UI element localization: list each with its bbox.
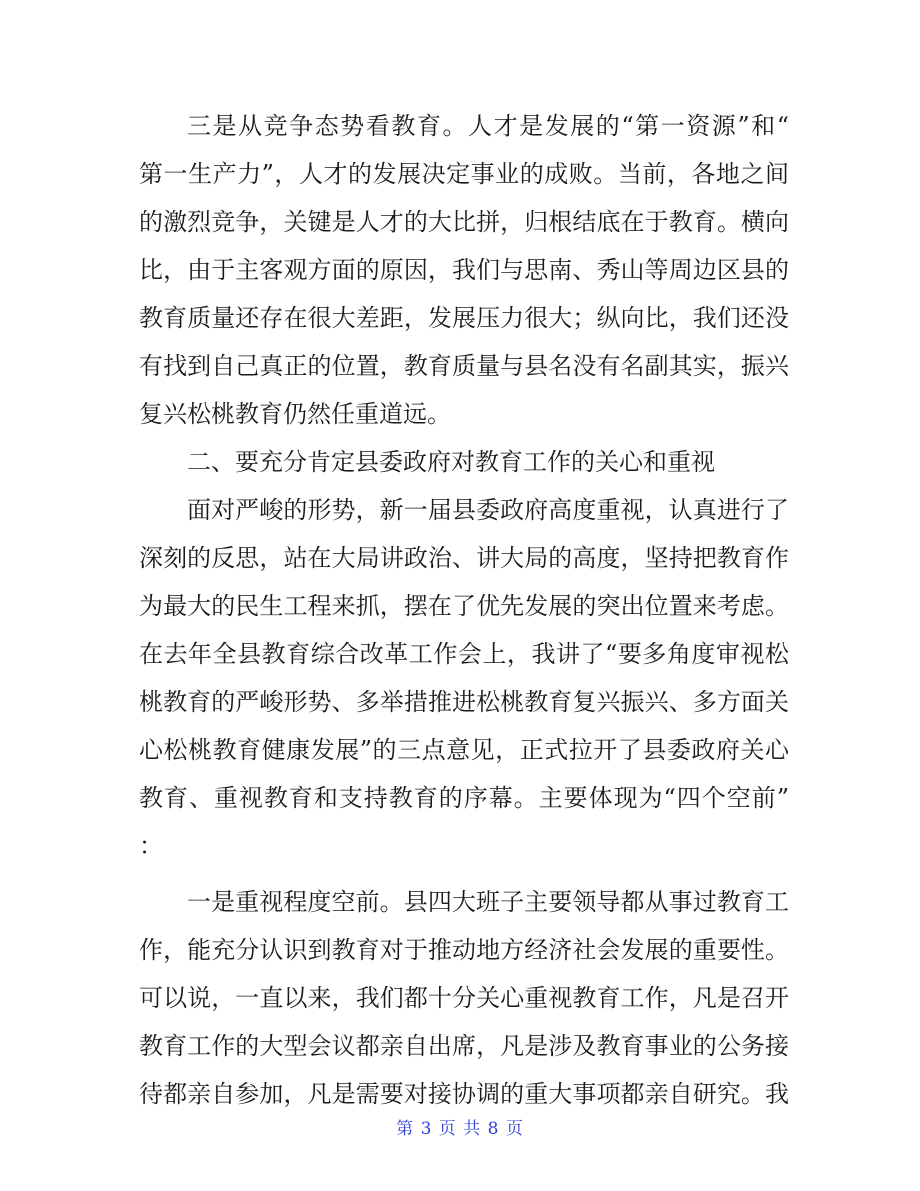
- page-number-footer: 第 3 页 共 8 页: [396, 1119, 524, 1139]
- text-line: 在去年全县教育综合改革工作会上，我讲了“要多角度审视松: [139, 640, 789, 668]
- paragraph: [139, 102, 789, 438]
- text-line: 三是从竞争态势看教育。人才是发展的“第一资源”和“: [187, 112, 789, 140]
- text-line: 一是重视程度空前。县四大班子主要领导都从事过教育工: [187, 888, 789, 916]
- paragraph: [139, 878, 789, 1118]
- text-line: 心松桃教育健康发展”的三点意见，正式拉开了县委政府关心: [139, 736, 789, 764]
- text-line: 比，由于主客观方面的原因，我们与思南、秀山等周边区县的: [139, 256, 789, 284]
- text-line: 深刻的反思，站在大局讲政治、讲大局的高度，坚持把教育作: [139, 544, 789, 572]
- text-line: 的激烈竞争，关键是人才的大比拼，归根结底在于教育。横向: [139, 208, 789, 236]
- section-heading: 二、要充分肯定县委政府对教育工作的关心和重视: [187, 448, 715, 476]
- text-line: 可以说，一直以来，我们都十分关心重视教育工作，凡是召开: [139, 984, 789, 1012]
- document-body: [139, 102, 789, 1118]
- paragraph: [139, 486, 789, 870]
- text-line: 待都亲自参加，凡是需要对接协调的重大事项都亲自研究。我: [139, 1080, 789, 1108]
- text-line: 作，能充分认识到教育对于推动地方经济社会发展的重要性。: [139, 936, 789, 964]
- text-line: 教育工作的大型会议都亲自出席，凡是涉及教育事业的公务接: [139, 1032, 789, 1060]
- text-line: 教育质量还存在很大差距，发展压力很大；纵向比，我们还没: [139, 304, 789, 332]
- paragraph-gap: [139, 870, 789, 878]
- text-line: 第一生产力”，人才的发展决定事业的成败。当前，各地之间: [139, 160, 789, 188]
- text-line: ：: [139, 832, 163, 860]
- text-line: 桃教育的严峻形势、多举措推进松桃教育复兴振兴、多方面关: [139, 688, 789, 716]
- text-line: 有找到自己真正的位置，教育质量与县名没有名副其实，振兴: [139, 352, 789, 380]
- text-line: 复兴松桃教育仍然任重道远。: [139, 400, 451, 428]
- text-line: 为最大的民生工程来抓，摆在了优先发展的突出位置来考虑。: [139, 592, 789, 620]
- text-line: 面对严峻的形势，新一届县委政府高度重视，认真进行了: [187, 496, 789, 524]
- text-line: 教育、重视教育和支持教育的序幕。主要体现为“四个空前”: [139, 784, 789, 812]
